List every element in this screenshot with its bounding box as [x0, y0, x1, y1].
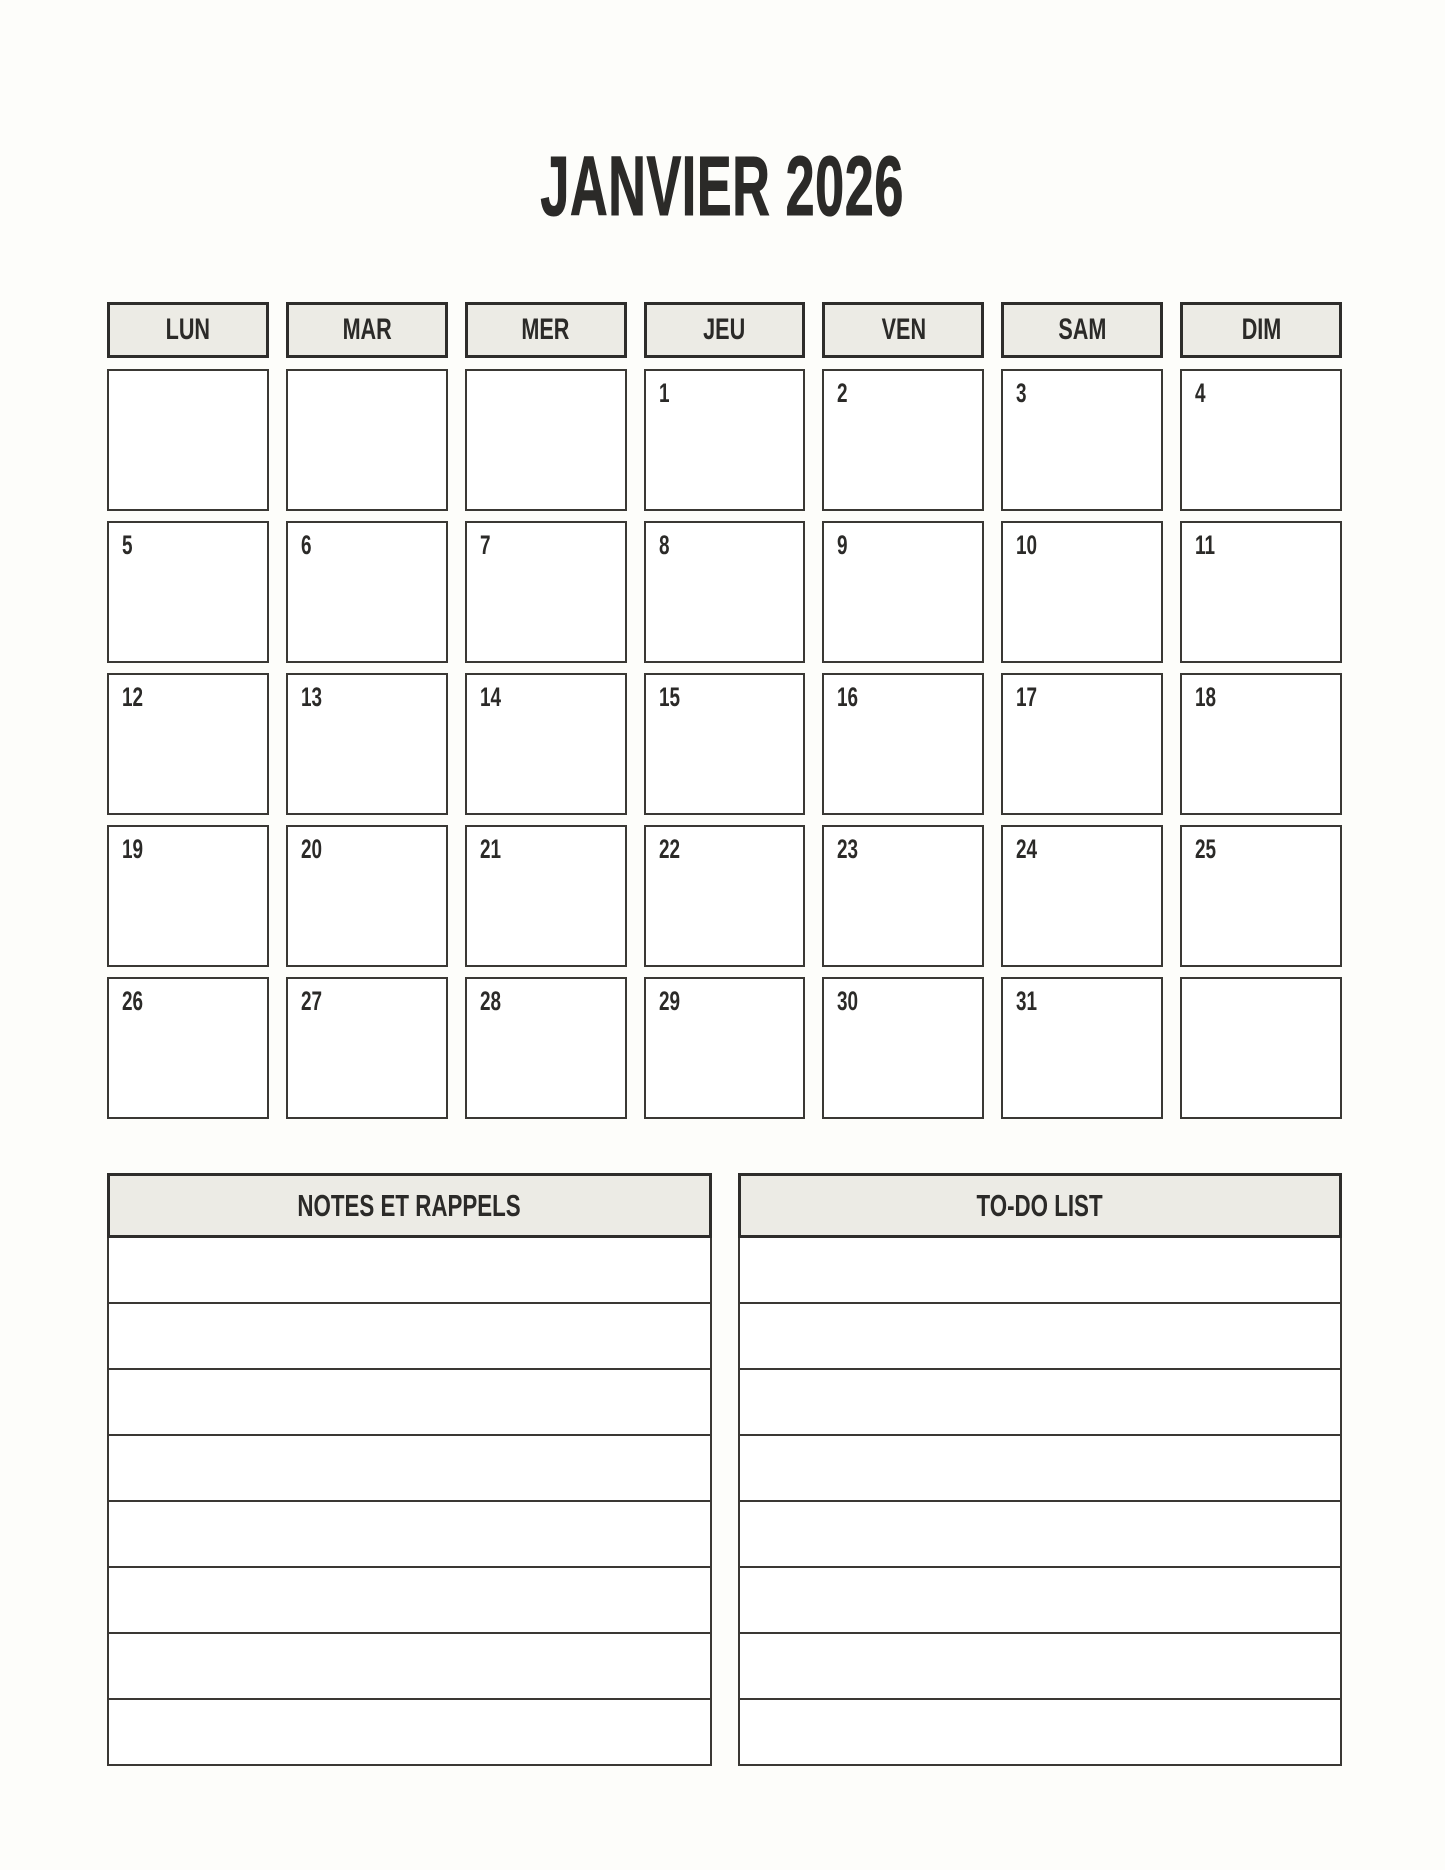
day-number: 31 [1016, 986, 1038, 1016]
page-title [0, 139, 1445, 233]
weekday-header-ven [822, 302, 984, 358]
notes-line-1 [109, 1238, 710, 1304]
calendar-cell-6 [286, 521, 448, 663]
day-number: 27 [300, 986, 322, 1016]
calendar-cell-empty [1180, 977, 1342, 1119]
todo-panel [738, 1173, 1343, 1766]
day-number: 25 [1195, 834, 1217, 864]
calendar-cell-26 [107, 977, 269, 1119]
day-number: 15 [658, 682, 680, 712]
calendar-cell-29 [644, 977, 806, 1119]
weekday-header-jeu [644, 302, 806, 358]
weekday-label: SAM [1058, 313, 1107, 346]
calendar-cell-2 [822, 369, 984, 511]
day-number: 7 [479, 530, 491, 560]
bottom-panels [107, 1173, 1342, 1766]
calendar-cell-3 [1001, 369, 1163, 511]
calendar-cell-24 [1001, 825, 1163, 967]
day-number: 19 [122, 834, 144, 864]
weekday-header-mar [286, 302, 448, 358]
calendar-cell-10 [1001, 521, 1163, 663]
todo-line-1 [740, 1238, 1341, 1304]
todo-line-8 [740, 1700, 1341, 1764]
calendar-cell-empty [286, 369, 448, 511]
day-number: 29 [658, 986, 680, 1016]
calendar-cell-17 [1001, 673, 1163, 815]
weekday-header-row [107, 302, 1342, 358]
calendar-cell-13 [286, 673, 448, 815]
calendar-cell-23 [822, 825, 984, 967]
page-title-text: JANVIER 2026 [540, 139, 905, 233]
notes-line-4 [109, 1436, 710, 1502]
weekday-label: VEN [881, 313, 926, 346]
day-number: 24 [1016, 834, 1038, 864]
day-number: 11 [1195, 530, 1216, 560]
calendar-cell-empty [465, 369, 627, 511]
todo-line-6 [740, 1568, 1341, 1634]
day-number: 17 [1016, 682, 1038, 712]
calendar-cell-27 [286, 977, 448, 1119]
calendar-cell-18 [1180, 673, 1342, 815]
todo-line-7 [740, 1634, 1341, 1700]
weekday-label: LUN [165, 313, 211, 346]
calendar-cell-15 [644, 673, 806, 815]
day-number: 8 [658, 530, 670, 560]
weekday-label: DIM [1241, 313, 1281, 346]
day-number: 14 [479, 682, 501, 712]
calendar-cell-31 [1001, 977, 1163, 1119]
todo-lines-area [738, 1238, 1343, 1766]
notes-panel-header [107, 1173, 712, 1238]
calendar-cell-16 [822, 673, 984, 815]
weekday-label: MAR [342, 313, 392, 346]
day-number: 28 [479, 986, 501, 1016]
calendar-cell-25 [1180, 825, 1342, 967]
todo-line-2 [740, 1304, 1341, 1370]
day-number: 23 [837, 834, 859, 864]
notes-panel-title: NOTES ET RAPPELS [297, 1187, 521, 1223]
todo-line-4 [740, 1436, 1341, 1502]
calendar-cell-11 [1180, 521, 1342, 663]
day-number: 10 [1016, 530, 1038, 560]
weekday-header-dim [1180, 302, 1342, 358]
day-number: 9 [837, 530, 848, 560]
day-number: 2 [837, 378, 848, 408]
weekday-label: MER [521, 313, 570, 346]
notes-line-3 [109, 1370, 710, 1436]
notes-line-7 [109, 1634, 710, 1700]
calendar-cell-14 [465, 673, 627, 815]
day-number: 13 [300, 682, 322, 712]
notes-lines-area [107, 1238, 712, 1766]
calendar-cell-8 [644, 521, 806, 663]
calendar-cell-28 [465, 977, 627, 1119]
todo-line-5 [740, 1502, 1341, 1568]
day-number: 22 [658, 834, 680, 864]
day-number: 20 [300, 834, 322, 864]
weekday-header-sam [1001, 302, 1163, 358]
calendar-cell-22 [644, 825, 806, 967]
calendar-cell-21 [465, 825, 627, 967]
day-number: 26 [122, 986, 144, 1016]
month-calendar [107, 302, 1342, 1119]
calendar-cell-5 [107, 521, 269, 663]
day-number: 4 [1195, 378, 1206, 408]
notes-line-8 [109, 1700, 710, 1764]
calendar-cell-12 [107, 673, 269, 815]
day-number: 18 [1195, 682, 1217, 712]
notes-line-2 [109, 1304, 710, 1370]
calendar-cell-7 [465, 521, 627, 663]
day-number: 16 [837, 682, 859, 712]
day-number: 6 [300, 530, 312, 560]
weekday-label: JEU [703, 313, 746, 346]
day-number: 1 [658, 378, 670, 408]
calendar-cell-20 [286, 825, 448, 967]
day-number: 5 [122, 530, 133, 560]
todo-panel-header [738, 1173, 1343, 1238]
todo-panel-title: TO-DO LIST [976, 1187, 1103, 1223]
notes-line-5 [109, 1502, 710, 1568]
day-number: 12 [122, 682, 144, 712]
todo-line-3 [740, 1370, 1341, 1436]
day-number: 30 [837, 986, 859, 1016]
notes-panel [107, 1173, 712, 1766]
day-number: 21 [479, 834, 501, 864]
weekday-header-lun [107, 302, 269, 358]
notes-line-6 [109, 1568, 710, 1634]
weekday-header-mer [465, 302, 627, 358]
calendar-cell-empty [107, 369, 269, 511]
calendar-cell-1 [644, 369, 806, 511]
calendar-grid [107, 369, 1342, 1119]
calendar-cell-30 [822, 977, 984, 1119]
calendar-cell-9 [822, 521, 984, 663]
day-number: 3 [1016, 378, 1027, 408]
calendar-cell-19 [107, 825, 269, 967]
calendar-cell-4 [1180, 369, 1342, 511]
